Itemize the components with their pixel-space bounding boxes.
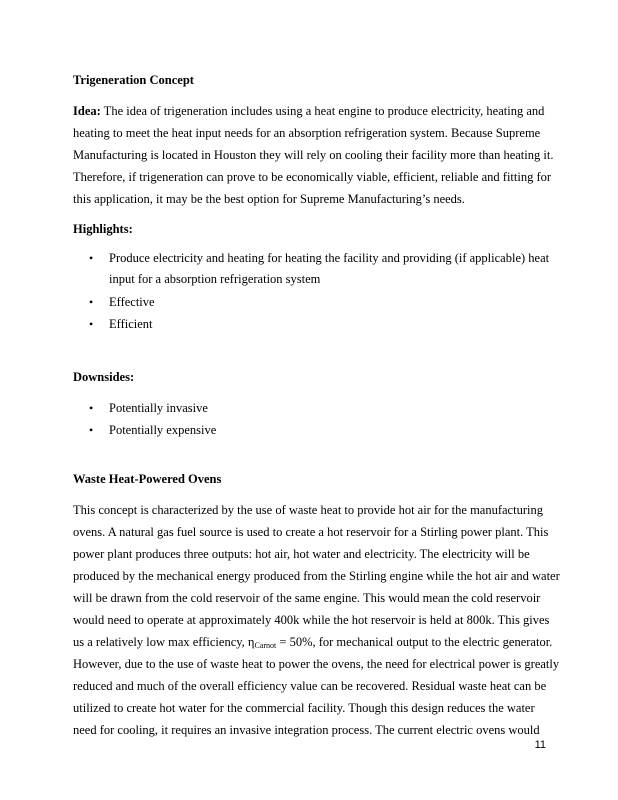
waste-heat-paragraph-line: reduced and much of the overall efficiency value can be recovered. Residual waste heat can be: [73, 679, 547, 693]
efficiency-text-after: = 50%, for mechanical output to the electric generator.: [276, 635, 553, 649]
efficiency-text-before: us a relatively low max efficiency, η: [73, 635, 255, 649]
waste-heat-paragraph-line: would need to operate at approximately 400k while the hot reservoir is held at 800k. This gives: [73, 613, 550, 627]
idea-paragraph-line: this application, it may be the best option for Supreme Manufacturing’s needs.: [73, 192, 465, 206]
section-heading-trigeneration: Trigeneration Concept: [73, 73, 194, 87]
waste-heat-paragraph-line: produced by the mechanical energy produced from the Stirling engine while the hot air and water: [73, 569, 560, 583]
section-heading-waste-heat: Waste Heat-Powered Ovens: [73, 472, 222, 486]
bullet-icon: •: [89, 251, 94, 265]
waste-heat-paragraph-line: will be drawn from the cold reservoir of the same engine. This would mean the cold reservoir: [73, 591, 541, 605]
idea-paragraph-line: heating to meet the heat input needs for an absorption refrigeration system. Because Supreme: [73, 126, 541, 140]
highlight-item-line: Effective: [109, 295, 155, 309]
bullet-icon: •: [89, 401, 94, 415]
highlight-item-line: input for a absorption refrigeration system: [109, 272, 321, 286]
waste-heat-paragraph-line: However, due to the use of waste heat to power the ovens, the need for electrical power is greatly: [73, 657, 560, 671]
highlights-heading: Highlights:: [73, 222, 133, 236]
waste-heat-paragraph-line: This concept is characterized by the use of waste heat to provide hot air for the manufacturing: [73, 503, 543, 517]
highlight-item-line: Efficient: [109, 317, 153, 331]
page-number: 11: [534, 739, 546, 751]
downsides-heading: Downsides:: [73, 370, 135, 384]
efficiency-line: [73, 635, 552, 650]
idea-label: Idea:: [73, 104, 101, 118]
waste-heat-paragraph-line: power plant produces three outputs: hot air, hot water and electricity. The electricity will be: [73, 547, 530, 561]
bullet-icon: •: [89, 317, 94, 331]
efficiency-subscript: Carnot: [254, 641, 277, 650]
downside-item: Potentially invasive: [109, 401, 208, 415]
bullet-icon: •: [89, 295, 94, 309]
downside-item: Potentially expensive: [109, 423, 217, 437]
highlight-item-line: Produce electricity and heating for heating the facility and providing (if applicable) heat: [109, 251, 550, 265]
idea-paragraph-line: Therefore, if trigeneration can prove to be economically viable, efficient, reliable and fitting for: [73, 170, 552, 184]
waste-heat-paragraph-line: ovens. A natural gas fuel source is used to create a hot reservoir for a Stirling power plant. This: [73, 525, 549, 539]
waste-heat-paragraph-line: need for cooling, it requires an invasive integration process. The current electric ovens would: [73, 723, 540, 737]
idea-text: The idea of trigeneration includes using a heat engine to produce electricity, heating and: [100, 104, 545, 118]
idea-paragraph-line: Manufacturing is located in Houston they will rely on cooling their facility more than heating it.: [73, 148, 554, 162]
bullet-icon: •: [89, 423, 94, 437]
idea-paragraph-line: [73, 104, 544, 119]
waste-heat-paragraph-line: utilized to create hot water for the commercial facility. Though this design reduces the water: [73, 701, 535, 715]
